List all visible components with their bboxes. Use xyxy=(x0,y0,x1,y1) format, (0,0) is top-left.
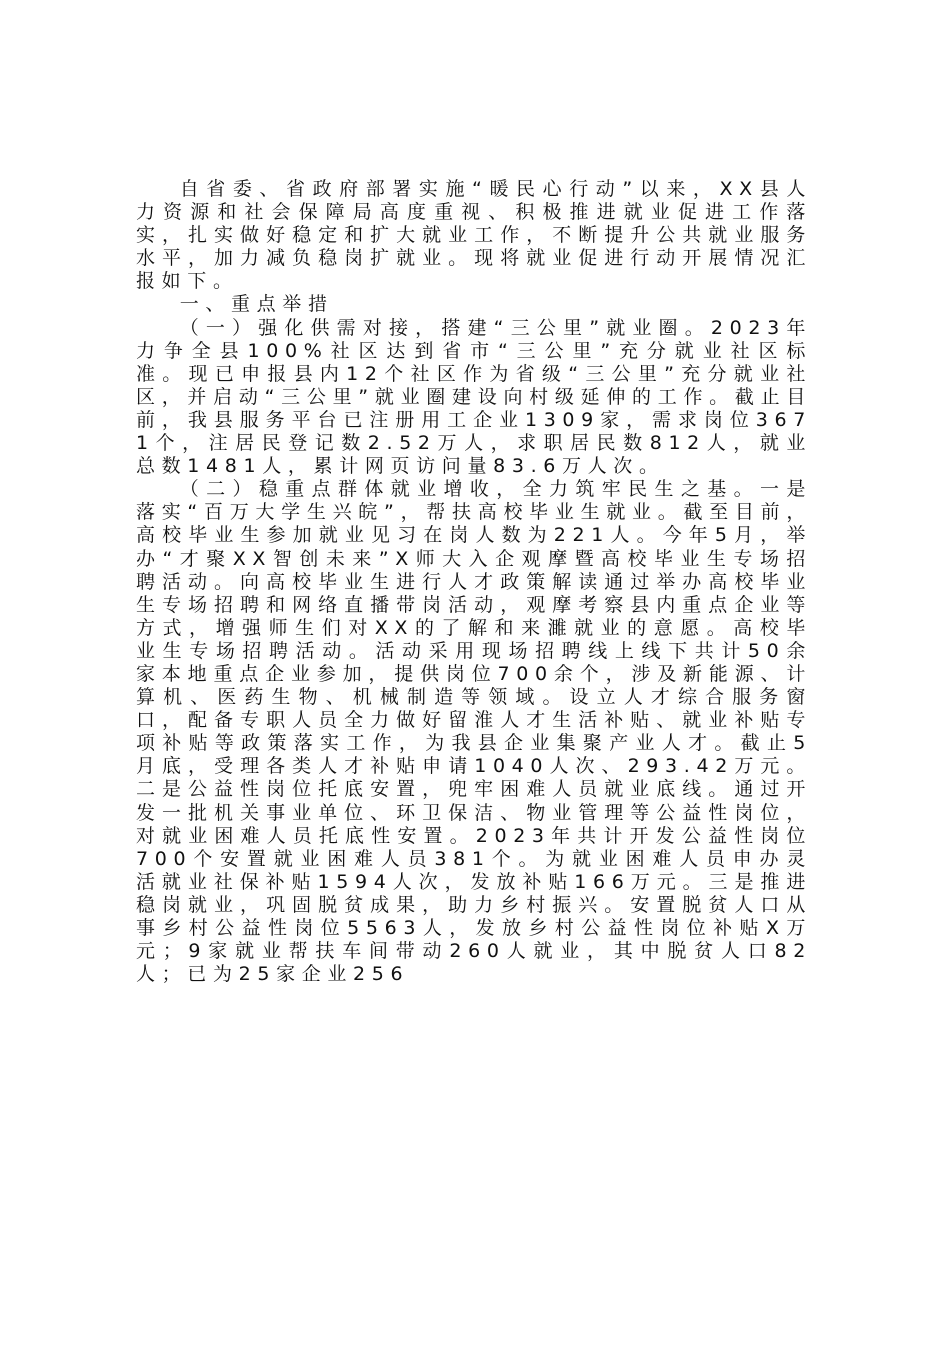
document-body xyxy=(136,178,812,986)
intro-paragraph: 自省委、省政府部署实施“暖民心行动”以来，XX县人力资源和社会保障局高度重视、积极推进就业促进工作落实，扎实做好稳定和扩大就业工作，不断提升公共就业服务水平，加力减负稳岗扩就业。现将就业促进行动开展情况汇报如下。 xyxy=(136,178,812,293)
section-heading: 一、重点举措 xyxy=(179,293,334,316)
subsection-paragraph-1: （一）强化供需对接，搭建“三公里”就业圈。2023年力争全县100%社区达到省市“三公里”充分就业社区标准。现已申报县内12个社区作为省级“三公里”充分就业社区，并启动“三公里”就业圈建设向村级延伸的工作。截止目前，我县服务平台已注册用工企业1309家，需求岗位3671个，注居民登记数2.52万人，求职居民数812人，就业总数1481人，累计网页访问量83.6万人次。 xyxy=(136,316,812,478)
subsection-paragraph-2: （二）稳重点群体就业增收，全力筑牢民生之基。一是落实“百万大学生兴皖”，帮扶高校毕业生就业。截至目前，高校毕业生参加就业见习在岗人数为221人。今年5月，举办“才聚XX智创未来”X师大入企观摩暨高校毕业生专场招聘活动。向高校毕业生进行人才政策解读通过举办高校毕业生专场招聘和网络直播带岗活动，观摩考察县内重点企业等方式，增强师生们对XX的了解和来濉就业的意愿。高校毕业生专场招聘活动。活动采用现场招聘线上线下共计50余家本地重点企业参加，提供岗位700余个，涉及新能源、计算机、医药生物、机械制造等领域。设立人才综合服务窗口，配备专职人员全力做好留淮人才生活补贴、就业补贴专项补贴等政策落实工作，为我县企业集聚产业人才。截止5月底，受理各类人才补贴申请1040人次、293.42万元。二是公益性岗位托底安置，兜牢困难人员就业底线。通过开发一批机关事业单位、环卫保洁、物业管理等公益性岗位，对就业困难人员托底性安置。2023年共计开发公益性岗位700个安置就业困难人员381个。为就业困难人员申办灵活就业社保补贴1594人次，发放补贴166万元。三是推进稳岗就业，巩固脱贫成果，助力乡村振兴。安置脱贫人口从事乡村公益性岗位5563人，发放乡村公益性岗位补贴X万元；9家就业帮扶车间带动260人就业，其中脱贫人口82人；已为25家企业256 xyxy=(136,478,812,986)
